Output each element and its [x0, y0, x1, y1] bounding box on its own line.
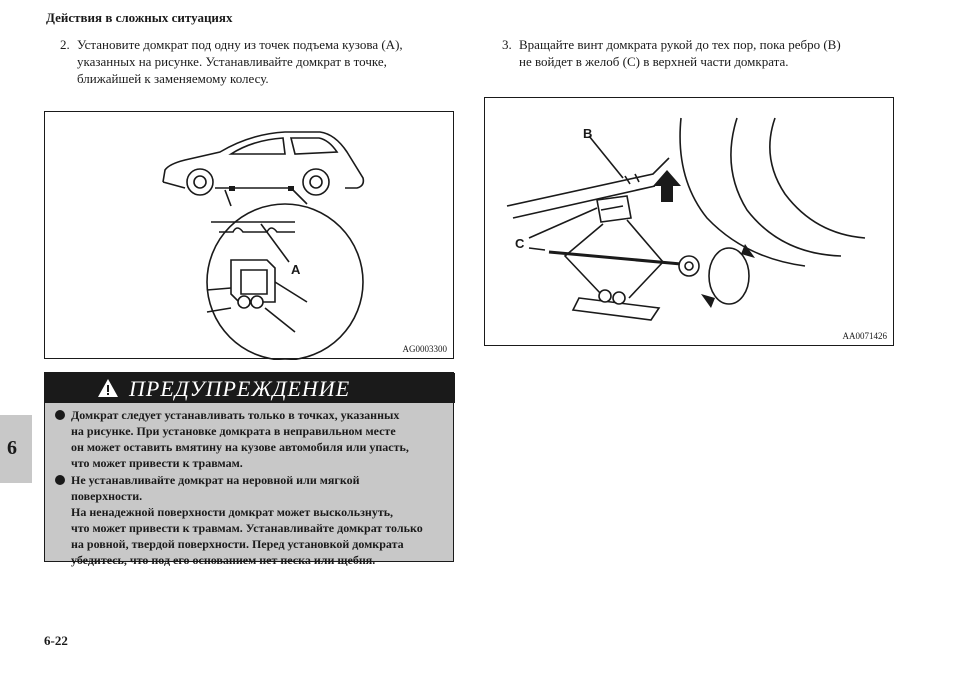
step-3 [502, 36, 912, 70]
warning-line: на ровной, твердой поверхности. Перед установкой домкрата [71, 537, 404, 551]
jack-position-figure [44, 111, 454, 359]
warning-line: Не устанавливайте домкрат на неровной или мягкой [71, 473, 360, 487]
page-number: 6-22 [44, 633, 68, 648]
warning-line: что может привести к травмам. Устанавливайте домкрат только [71, 521, 423, 535]
step-number: 3. [502, 37, 512, 52]
up-arrow-icon [653, 170, 681, 202]
step-line: Вращайте винт домкрата рукой до тех пор, пока ребро (B) [519, 37, 841, 52]
warning-item [55, 407, 447, 471]
car-jack-point-illustration [45, 112, 455, 360]
warning-line: убедитесь, что под его основанием нет песка или щебня. [71, 553, 376, 567]
step-number: 2. [60, 37, 70, 52]
figure-code: AA0071426 [842, 331, 887, 341]
label-b: B [583, 126, 593, 141]
warning-item [55, 472, 447, 568]
warning-line: поверхности. [71, 489, 143, 503]
warning-line: что может привести к травмам. [71, 456, 243, 470]
warning-line: На ненадежной поверхности домкрат может выскользнуть, [71, 505, 394, 519]
warning-header [45, 373, 455, 403]
step-text [502, 36, 912, 70]
bullet-icon [55, 410, 65, 420]
step-line: Установите домкрат под одну из точек подъема кузова (A), [77, 37, 403, 52]
warning-triangle-icon [97, 378, 119, 398]
label-c: C [515, 236, 525, 251]
step-2 [60, 36, 460, 87]
rotate-arrow-icon [701, 294, 715, 308]
warning-list [55, 407, 447, 569]
chapter-number: 6 [7, 437, 17, 459]
jack-turning-figure [484, 97, 894, 346]
bullet-icon [55, 475, 65, 485]
jack-screw-illustration [485, 98, 895, 347]
section-header: Действия в сложных ситуациях [46, 10, 233, 25]
warning-line: он может оставить вмятину на кузове автомобиля или упасть, [71, 440, 409, 454]
step-line: ближайшей к заменяемому колесу. [77, 71, 269, 86]
figure-code: AG0003300 [402, 344, 447, 354]
warning-line: Домкрат следует устанавливать только в точках, указанных [71, 408, 400, 422]
step-line: указанных на рисунке. Устанавливайте домкрат в точке, [77, 54, 387, 69]
warning-box [44, 372, 454, 567]
step-line: не войдет в желоб (C) в верхней части домкрата. [519, 54, 789, 69]
warning-line: на рисунке. При установке домкрата в неправильном месте [71, 424, 396, 438]
warning-title: ПРЕДУПРЕЖДЕНИЕ [129, 376, 351, 401]
chapter-tab [0, 415, 32, 483]
step-text [60, 36, 460, 87]
label-a: A [291, 262, 301, 277]
